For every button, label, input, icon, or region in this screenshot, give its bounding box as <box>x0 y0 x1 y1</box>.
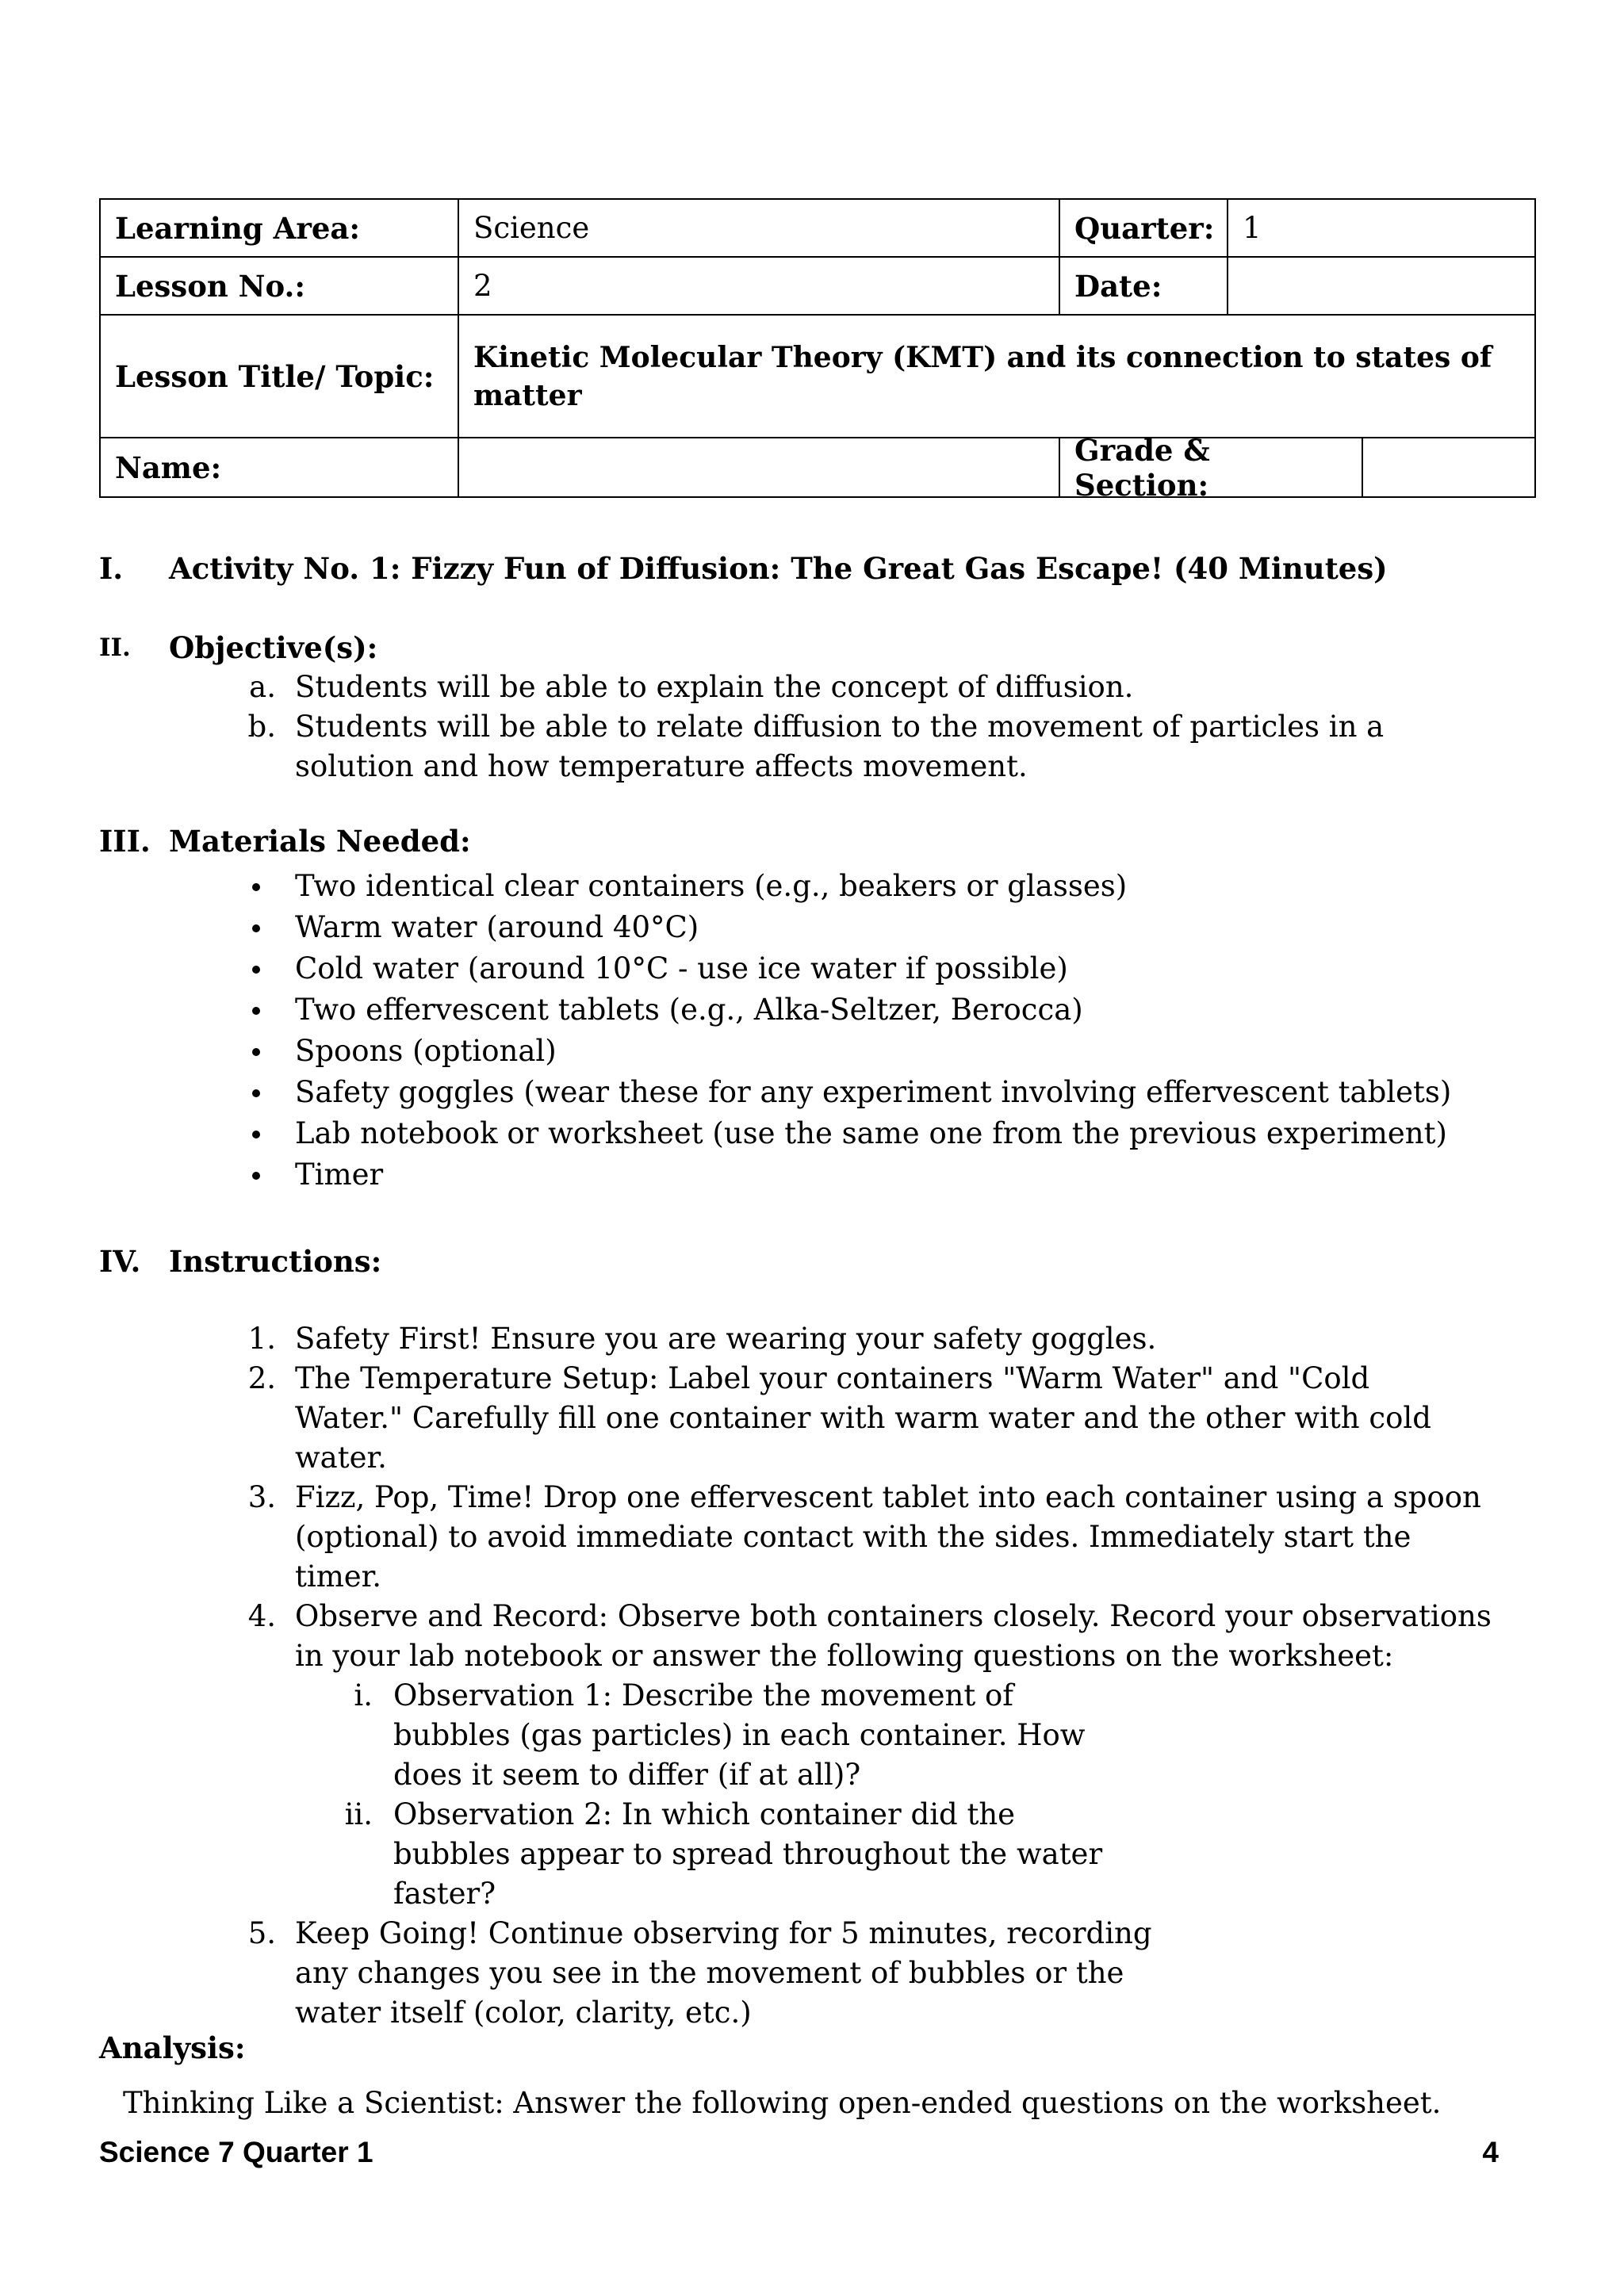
observation-sublist <box>0 1676 1110 1914</box>
instruction-step: 4. Observe and Record: Observe both containers closely. Record your observations in your lab notebook or answer the following questions on the worksheet: <box>247 1599 1492 1673</box>
objective-marker: a. <box>249 670 276 704</box>
material-item: Cold water (around 10°C - use ice water if possible) <box>0 948 1526 989</box>
instruction-step: 5. Keep Going! Continue observing for 5 minutes, recording any changes you see in the movement of bubbles or the water itself (color, clarity, etc.) <box>247 1916 1152 2030</box>
topic-value: Kinetic Molecular Theory (KMT) and its connection to states of matter <box>458 315 1535 438</box>
learning-area-value: Science <box>458 199 1059 257</box>
instruction-step: 3. Fizz, Pop, Time! Drop one effervescent tablet into each container using a spoon (optional) to avoid immediate contact with the sides. Immediately start the timer. <box>247 1480 1481 1594</box>
objectives-title: Objective(s): <box>169 630 378 665</box>
objectives-section <box>99 628 1526 786</box>
analysis-title: Analysis: <box>99 2030 246 2065</box>
material-item: Two effervescent tablets (e.g., Alka-Seltzer, Berocca) <box>0 989 1526 1031</box>
objective-text: Students will be able to relate diffusion to the movement of particles in a solution and how temperature affects movement. <box>295 710 1385 783</box>
bullet-icon <box>252 966 260 974</box>
learning-area-label: Learning Area: <box>100 199 458 257</box>
grade-section-label: Grade & Section: <box>1060 438 1363 496</box>
instruction-step: 1. Safety First! Ensure you are wearing your safety goggles. <box>247 1322 1157 1356</box>
objectives-roman: II. <box>99 633 131 662</box>
material-item: Safety goggles (wear these for any experiment involving effervescent tablets) <box>0 1072 1526 1113</box>
observation-item: ii. Observation 2: In which container did the bubbles appear to spread throughout the water faster? <box>344 1797 1103 1911</box>
name-label: Name: <box>100 438 458 497</box>
objective-text: Students will be able to explain the concept of diffusion. <box>295 670 1134 704</box>
materials-title: Materials Needed: <box>169 824 471 859</box>
bullet-icon <box>252 883 260 891</box>
materials-list <box>0 866 1526 1196</box>
material-item: Spoons (optional) <box>0 1031 1526 1072</box>
observation-item: i. Observation 1: Describe the movement of bubbles (gas particles) in each container. How does it seem to differ (if at all)? <box>354 1678 1086 1792</box>
footer-course: Science 7 Quarter 1 <box>99 2136 373 2168</box>
header-row-lesson-no <box>100 257 1535 315</box>
header-row-name <box>100 438 1535 497</box>
material-item: Two identical clear containers (e.g., beakers or glasses) <box>0 866 1526 907</box>
lesson-header-table <box>99 198 1536 503</box>
topic-label: Lesson Title/ Topic: <box>100 315 458 438</box>
lesson-no-label: Lesson No.: <box>100 257 458 315</box>
header-row-topic <box>100 315 1535 438</box>
objectives-list <box>0 668 1526 786</box>
instructions-list-continued <box>0 1914 1205 2033</box>
material-item: Lab notebook or worksheet (use the same one from the previous experiment) <box>0 1113 1526 1154</box>
quarter-label: Quarter: <box>1059 199 1228 257</box>
materials-roman: III. <box>99 824 151 859</box>
bullet-icon <box>252 1131 260 1138</box>
material-item: Timer <box>0 1154 1526 1196</box>
grade-section-cell <box>1059 432 1535 503</box>
lesson-no-value: 2 <box>458 257 1059 315</box>
grade-section-value <box>1363 438 1534 496</box>
date-value <box>1228 257 1535 315</box>
objective-marker: b. <box>247 710 276 744</box>
header-row-learning-area <box>100 199 1535 257</box>
bullet-icon <box>252 1007 260 1015</box>
bullet-icon <box>252 1089 260 1097</box>
analysis-text: Thinking Like a Scientist: Answer the following open-ended questions on the worksheet. <box>123 2086 1442 2120</box>
materials-section <box>99 821 1526 1196</box>
date-label: Date: <box>1059 257 1228 315</box>
instructions-list <box>0 1319 1492 1676</box>
instructions-title: Instructions: <box>169 1244 382 1279</box>
bullet-icon <box>252 1172 260 1180</box>
instructions-section <box>99 1242 1526 2033</box>
bullet-icon <box>252 924 260 932</box>
instructions-roman: IV. <box>99 1244 141 1279</box>
objective-item <box>0 668 1526 707</box>
page-number: 4 <box>1482 2136 1499 2168</box>
instruction-step: 2. The Temperature Setup: Label your containers "Warm Water" and "Cold Water." Carefully fill one container with warm water and the other with cold water. <box>247 1361 1431 1475</box>
activity-roman: I. <box>99 551 124 586</box>
activity-section <box>99 549 1534 588</box>
bullet-icon <box>252 1048 260 1056</box>
objective-item <box>0 707 1504 786</box>
quarter-value: 1 <box>1228 199 1535 257</box>
activity-title: Activity No. 1: Fizzy Fun of Diffusion: The Great Gas Escape! (40 Minutes) <box>169 551 1388 586</box>
name-value <box>458 438 1059 497</box>
material-item: Warm water (around 40°C) <box>0 907 1526 948</box>
